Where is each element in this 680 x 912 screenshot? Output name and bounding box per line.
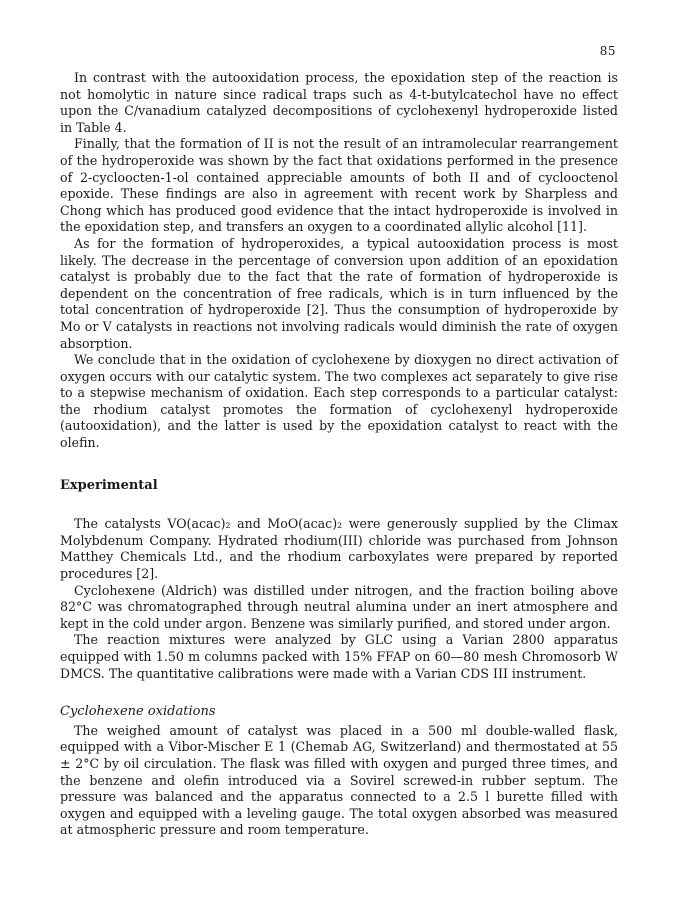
paragraph: The reaction mixtures were analyzed by GLC using a Varian 2800 apparatus equipped with 1.50 m columns packed with 15% FFAP on 60—80 mesh Chromosorb W DMCS. The quantitative calibrations were made with a Varian CDS III instrument. <box>60 632 618 681</box>
paragraph: Finally, that the formation of II is not the result of an intramolecular rearrangement of the hydroperoxide was shown by the fact that oxidations performed in the presence of 2-cycloocten-1-ol contained appreciable amounts of both II and of cyclooctenol epoxide. These findings are also in agreement with recent work by Sharpless and Chong which has produced good evidence that the intact hydroperoxide is involved in the epoxidation step, and transfers an oxygen to a coordinated allylic alcohol [11]. <box>60 136 618 235</box>
subsection-heading-cyclohexene-oxidations: Cyclohexene oxidations <box>60 704 216 720</box>
body-text <box>60 70 618 839</box>
paragraph: The weighed amount of catalyst was placed in a 500 ml double-walled flask, equipped with a Vibor-Mischer E 1 (Chemab AG, Switzerland) and thermostated at 55 ± 2°C by oil circulation. The flask was filled with oxygen and purged three times, and the benzene and olefin introduced via a Sovirel screwed-in rubber septum. The pressure was balanced and the apparatus connected to a 2.5 l burette filled with oxygen and equipped with a leveling gauge. The total oxygen absorbed was measured at atmospheric pressure and room temperature. <box>60 722 618 838</box>
page-number: 85 <box>599 44 616 58</box>
paragraph: Cyclohexene (Aldrich) was distilled under nitrogen, and the fraction boiling above 82°C was chromatographed through neutral alumina under an inert atmosphere and kept in the cold under argon. Benzene was similarly purified, and stored under argon. <box>60 582 618 631</box>
paragraph: The catalysts VO(acac)₂ and MoO(acac)₂ were generously supplied by the Climax Molybdenum Company. Hydrated rhodium(III) chloride was purchased from Johnson Matthey Chemicals Ltd., and the rhodium carboxylates were prepared by reported procedures [2]. <box>60 516 618 582</box>
paragraph: As for the formation of hydroperoxides, a typical autooxidation process is most likely. The decrease in the percentage of conversion upon addition of an epoxidation catalyst is probably due to the fact that the rate of formation of hydroperoxide is dependent on the concentration of free radicals, which is in turn influenced by the total concentration of hydroperoxide [2]. Thus the consumption of hydroperoxide by Mo or V catalysts in reactions not involving radicals would diminish the rate of oxygen absorption. <box>60 235 618 351</box>
paragraph: We conclude that in the oxidation of cyclohexene by dioxygen no direct activation of oxygen occurs with our catalytic system. The two complexes act separately to give rise to a stepwise mechanism of oxidation. Each step corresponds to a particular catalyst: the rhodium catalyst promotes the formation of cyclohexenyl hydroperoxide (autooxidation), and the latter is used by the epoxidation catalyst to react with the olefin. <box>60 352 618 451</box>
paragraph: In contrast with the autooxidation process, the epoxidation step of the reaction is not homolytic in nature since radical traps such as 4-t-butylcatechol have no effect upon the C/vanadium catalyzed decompositions of cyclohexenyl hydroperoxide listed in Table 4. <box>60 70 618 135</box>
section-heading-experimental: Experimental <box>60 477 158 493</box>
